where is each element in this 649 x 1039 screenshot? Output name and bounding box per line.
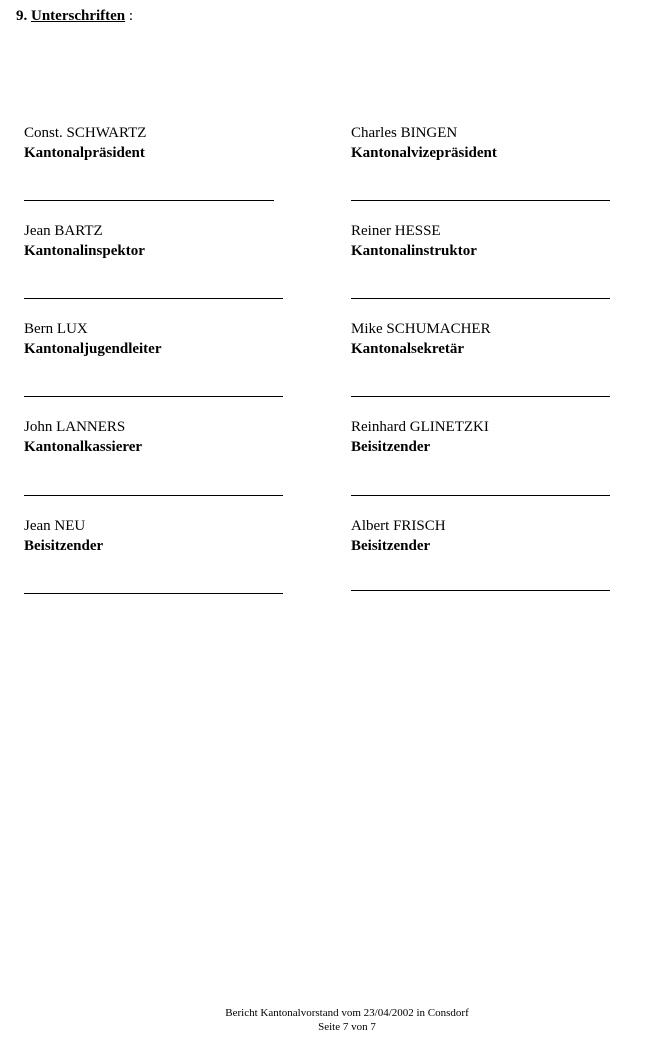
signature-block [351,222,477,261]
signatory-name: Reinhard GLINETZKI [351,419,489,435]
signatory-name: Reiner HESSE [351,223,441,239]
page-separator: von [351,1021,368,1033]
signatory-role: Kantonaljugendleiter [24,341,162,357]
signature-line [351,298,610,299]
signature-block [351,418,489,457]
signatory-role: Kantonalkassierer [24,439,143,455]
signatory-role: Beisitzender [24,538,104,554]
signature-line [24,495,283,496]
signature-line [24,200,274,201]
signatory-role: Kantonalsekretär [351,341,465,357]
signatory-name: Jean NEU [24,518,86,534]
signature-line [24,298,283,299]
signature-block [24,124,146,163]
signature-block [24,222,145,261]
signatory-role: Kantonalinspektor [24,243,145,259]
signature-line [351,396,610,397]
signatory-role: Kantonalvizepräsident [351,145,497,161]
page-prefix: Seite [318,1021,341,1033]
signatory-name: Jean BARTZ [24,223,103,239]
section-number: 9. [16,8,28,24]
footer-report-line: Bericht Kantonalvorstand vom 23/04/2002 in Consdorf [225,1007,469,1019]
signatory-name: Albert FRISCH [351,518,446,534]
signature-line [351,495,610,496]
section-suffix: : [128,8,134,24]
signature-block [24,320,162,359]
page-current: 7 [342,1021,349,1033]
signatory-role: Kantonalpräsident [24,145,145,161]
signature-block [351,517,446,556]
signatory-name: Const. SCHWARTZ [24,125,147,141]
signatory-role: Kantonalinstruktor [351,243,477,259]
signatory-role: Beisitzender [351,538,431,554]
signature-block [24,418,142,457]
signatory-role: Beisitzender [351,439,431,455]
signature-block [351,124,497,163]
section-heading [16,7,133,25]
signatory-name: Charles BINGEN [351,125,458,141]
signature-line [24,396,283,397]
footer-page-number [0,1020,649,1034]
signature-block [351,320,491,359]
page-total: 7 [370,1021,376,1033]
page-footer [0,1006,649,1034]
signatory-name: Mike SCHUMACHER [351,321,491,337]
signature-line [24,593,283,594]
signatory-name: Bern LUX [24,321,88,337]
signature-block [24,517,103,556]
section-title: Unterschriften [31,8,126,24]
signature-line [351,200,610,201]
signatory-name: John LANNERS [24,419,126,435]
signature-line [351,590,610,591]
